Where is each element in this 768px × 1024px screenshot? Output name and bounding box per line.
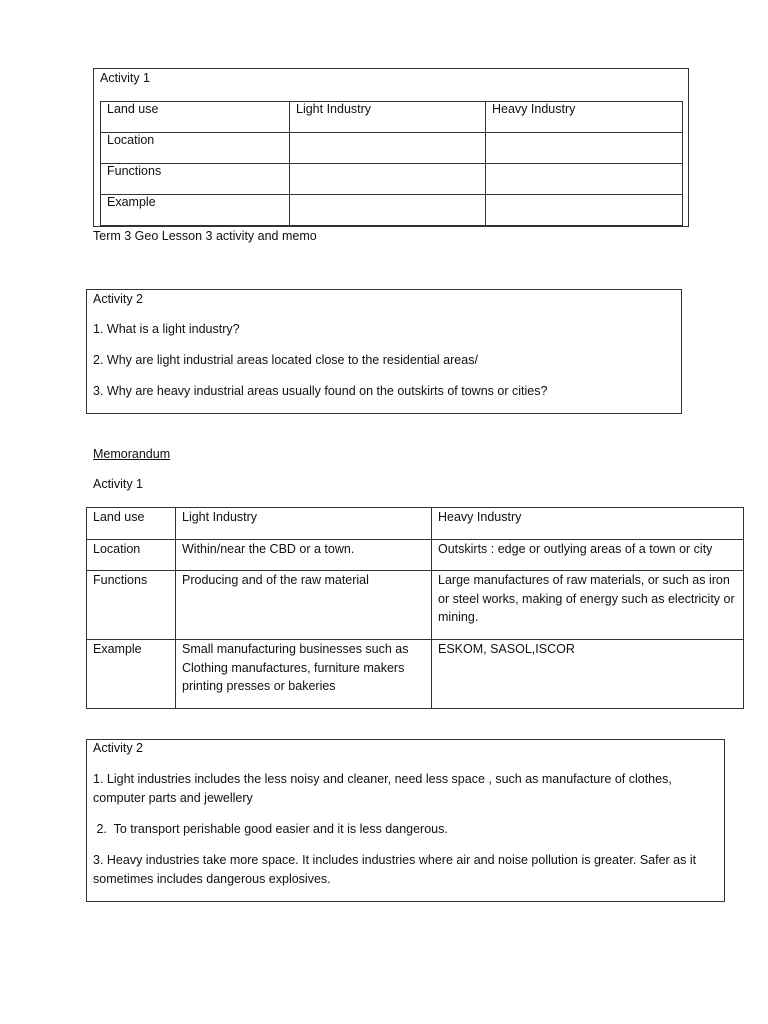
table-row bbox=[101, 133, 683, 164]
light-industry-cell: Producing and of the raw material bbox=[176, 571, 432, 640]
table-row bbox=[87, 508, 744, 540]
blank-answer-cell bbox=[290, 133, 486, 164]
row-label-cell: Location bbox=[101, 133, 290, 164]
table-header-cell: Light Industry bbox=[176, 508, 432, 540]
blank-answer-cell bbox=[486, 133, 683, 164]
table-header-cell: Light Industry bbox=[290, 102, 486, 133]
activity1-worksheet-title: Activity 1 bbox=[100, 71, 151, 85]
blank-answer-cell bbox=[290, 164, 486, 195]
blank-answer-cell bbox=[290, 195, 486, 226]
table-row bbox=[101, 164, 683, 195]
question-2: 2. Why are light industrial areas located close to the residential areas/ bbox=[93, 353, 478, 367]
question-1: 1. What is a light industry? bbox=[93, 322, 240, 336]
row-label-cell: Location bbox=[87, 540, 176, 571]
heavy-industry-cell: Large manufactures of raw materials, or such as iron or steel works, making of energy such as electricity or mining. bbox=[432, 571, 744, 640]
row-label-cell: Functions bbox=[87, 571, 176, 640]
answer-3: 3. Heavy industries take more space. It includes industries where air and noise pollution is greater. Safer as it sometimes includes dangerous explosives. bbox=[93, 853, 697, 886]
row-label-cell: Example bbox=[101, 195, 290, 226]
table-header-cell: Heavy Industry bbox=[486, 102, 683, 133]
row-label-cell: Example bbox=[87, 640, 176, 709]
memo-activity2-title: Activity 2 bbox=[93, 741, 144, 755]
heavy-industry-cell: ESKOM, SASOL,ISCOR bbox=[432, 640, 744, 709]
memo-activity1-title: Activity 1 bbox=[93, 477, 144, 491]
document-caption: Term 3 Geo Lesson 3 activity and memo bbox=[93, 229, 317, 243]
blank-answer-cell bbox=[486, 195, 683, 226]
memo-activity1-table bbox=[86, 507, 744, 709]
activity1-worksheet-table bbox=[100, 101, 683, 226]
table-row bbox=[87, 640, 744, 709]
row-label-cell: Functions bbox=[101, 164, 290, 195]
heavy-industry-cell: Outskirts : edge or outlying areas of a town or city bbox=[432, 540, 744, 571]
table-row bbox=[101, 102, 683, 133]
blank-answer-cell bbox=[486, 164, 683, 195]
answer-1: 1. Light industries includes the less noisy and cleaner, need less space , such as manufacture of clothes, computer parts and jewellery bbox=[93, 772, 672, 805]
light-industry-cell: Small manufacturing businesses such as Clothing manufactures, furniture makers printing presses or bakeries bbox=[176, 640, 432, 709]
table-header-cell: Land use bbox=[101, 102, 290, 133]
memo-heading: Memorandum bbox=[93, 447, 171, 461]
table-row bbox=[87, 540, 744, 571]
question-3: 3. Why are heavy industrial areas usually found on the outskirts of towns or cities? bbox=[93, 384, 548, 398]
activity2-worksheet-title: Activity 2 bbox=[93, 292, 144, 306]
light-industry-cell: Within/near the CBD or a town. bbox=[176, 540, 432, 571]
table-header-cell: Heavy Industry bbox=[432, 508, 744, 540]
table-row bbox=[87, 571, 744, 640]
answer-2: 2. To transport perishable good easier and it is less dangerous. bbox=[93, 822, 448, 836]
table-row bbox=[101, 195, 683, 226]
table-header-cell: Land use bbox=[87, 508, 176, 540]
